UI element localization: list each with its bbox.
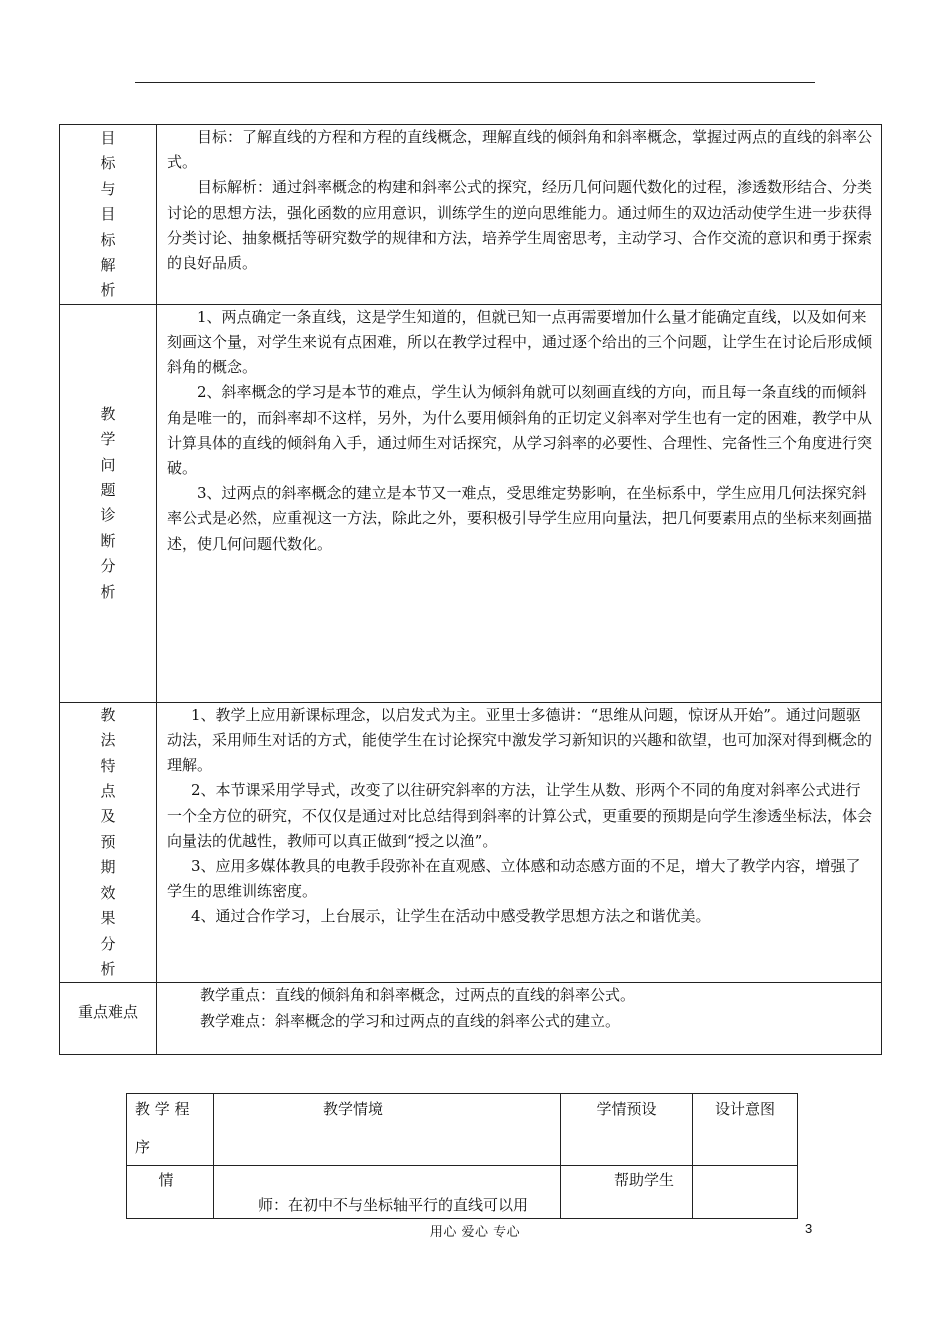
label-char: 断	[100, 531, 116, 550]
label-char: 目	[100, 129, 116, 147]
paragraph: 2、斜率概念的学习是本节的难点，学生认为倾斜角就可以刻画直线的方向，而且每一条直线的而倾斜角是唯一的，而斜率却不这样，另外，为什么要用倾斜角的正切定义斜率对学生也有一定的困难，教学中从计算具体的直线的倾斜角入手，通过师生对话探究，从学习斜率的必要性、合理性、完备性三个角度进行突破。	[167, 383, 873, 478]
row-label	[60, 983, 157, 1055]
row-label	[60, 125, 157, 305]
label-chars-goals	[60, 125, 156, 304]
label-chars-method	[60, 703, 156, 982]
table-row	[127, 1166, 798, 1219]
teaching-process-table	[126, 1093, 798, 1219]
label-char: 析	[100, 281, 116, 300]
row-content	[157, 983, 882, 1055]
paragraph: 目标：了解直线的方程和方程的直线概念，理解直线的倾斜角和斜率概念，掌握过两点的直线的斜率公式。	[167, 128, 873, 172]
cell-situation	[214, 1166, 561, 1219]
label-chars-diagnosis	[60, 305, 156, 605]
header-cell-situation	[214, 1094, 561, 1166]
paragraph: 1、两点确定一条直线，这是学生知道的，但就已知一点再需要增加什么量才能确定直线，以及如何来刻画这个量，对学生来说有点困难，所以在教学过程中，通过逐个给出的三个问题，让学生在讨论后形成倾斜角的概念。	[167, 307, 873, 377]
row-label	[60, 304, 157, 702]
label-char: 问	[100, 455, 116, 474]
cell-procedure	[127, 1166, 214, 1219]
label-char: 点	[100, 782, 116, 801]
label-char: 分	[100, 934, 116, 953]
table-row	[60, 983, 882, 1055]
label-char: 期	[100, 858, 116, 877]
row-content	[157, 304, 882, 702]
preview-text: 帮助学生	[614, 1171, 675, 1189]
situation-text: 师：在初中不与坐标轴平行的直线可以用	[258, 1196, 529, 1214]
header-intent: 设计意图	[714, 1100, 775, 1118]
table-header-row	[127, 1094, 798, 1166]
label-key-points: 重点难点	[77, 1003, 138, 1022]
footer-text: 用心 爱心 专心	[429, 1225, 521, 1240]
paragraph: 目标解析：通过斜率概念的构建和斜率公式的探究，经历几何问题代数化的过程，渗透数形结合、分类讨论的思想方法，强化函数的应用意识，训练学生的逆向思维能力。通过师生的双边活动使学生进一步获得分类讨论、抽象概括等研究数学的规律和方法，培养学生周密思考，主动学习、合作交流的意识和勇于探索的良好品质。	[167, 178, 873, 273]
paragraph: 3、过两点的斜率概念的建立是本节又一难点，受思维定势影响，在坐标系中，学生应用几何法探究斜率公式是必然，应重视这一方法，除此之外，要积极引导学生应用向量法，把几何要素用点的坐标来刻画描述，使几何问题代数化。	[167, 484, 873, 553]
label-char: 目	[100, 205, 116, 224]
label-char: 析	[100, 582, 116, 601]
label-char: 预	[100, 832, 116, 851]
label-char: 题	[100, 481, 116, 500]
table-row	[60, 125, 882, 305]
paragraph: 1、教学上应用新课标理念，以启发式为主。亚里士多德讲：“思维从问题，惊讶从开始”。通过问题驱动法，采用师生对话的方式，能使学生在讨论探究中激发学习新知识的兴趣和欲望，也可加深对得到概念的理解。	[167, 705, 873, 775]
page-number: 3	[805, 1221, 813, 1236]
header-rule	[135, 82, 815, 83]
label-char: 析	[100, 959, 116, 978]
row-content	[157, 702, 882, 982]
paragraph: 4、通过合作学习，上台展示，让学生在活动中感受教学思想方法之和谐优美。	[191, 907, 711, 926]
paragraph: 教学难点：斜率概念的学习和过两点的直线的斜率公式的建立。	[200, 1011, 621, 1030]
label-char: 效	[100, 883, 116, 902]
header-procedure-line1: 教 学 程	[135, 1100, 190, 1118]
label-char: 及	[100, 807, 116, 826]
label-char: 标	[100, 154, 116, 173]
paragraph: 2、本节课采用学导式，改变了以往研究斜率的方法，让学生从数、形两个不同的角度对斜率公式进行一个全方位的研究，不仅仅是通过对比总结得到斜率的计算公式，更重要的预期是向学生渗透坐标法，体会向量法的优越性，教师可以真正做到“授之以渔”。	[167, 781, 873, 850]
row-content	[157, 125, 882, 305]
header-situation: 教学情境	[322, 1100, 383, 1118]
header-procedure-line2: 序	[135, 1138, 151, 1156]
paragraph: 教学重点：直线的倾斜角和斜率概念，过两点的直线的斜率公式。	[200, 986, 636, 1005]
row-label	[60, 702, 157, 982]
label-char: 教	[100, 705, 116, 724]
label-char: 诊	[100, 506, 116, 525]
label-char: 特	[100, 756, 116, 775]
table-row	[60, 702, 882, 982]
cell-intent	[693, 1166, 798, 1219]
procedure-text: 情	[158, 1171, 174, 1189]
header-cell-procedure	[127, 1094, 214, 1166]
header-preview: 学情预设	[596, 1100, 657, 1118]
label-char: 法	[100, 731, 116, 750]
label-char: 分	[100, 557, 116, 576]
lesson-analysis-table	[59, 124, 882, 1055]
label-char: 解	[100, 256, 116, 275]
label-char: 果	[100, 909, 116, 928]
cell-preview	[561, 1166, 693, 1219]
header-cell-preview	[561, 1094, 693, 1166]
paragraph: 3、应用多媒体教具的电教手段弥补在直观感、立体感和动态感方面的不足，增大了教学内容，增强了学生的思维训练密度。	[167, 857, 861, 901]
header-cell-intent	[693, 1094, 798, 1166]
label-char: 与	[100, 179, 116, 198]
label-char: 学	[100, 430, 116, 449]
label-char: 标	[100, 230, 116, 249]
label-char: 教	[100, 404, 116, 423]
table-row	[60, 304, 882, 702]
